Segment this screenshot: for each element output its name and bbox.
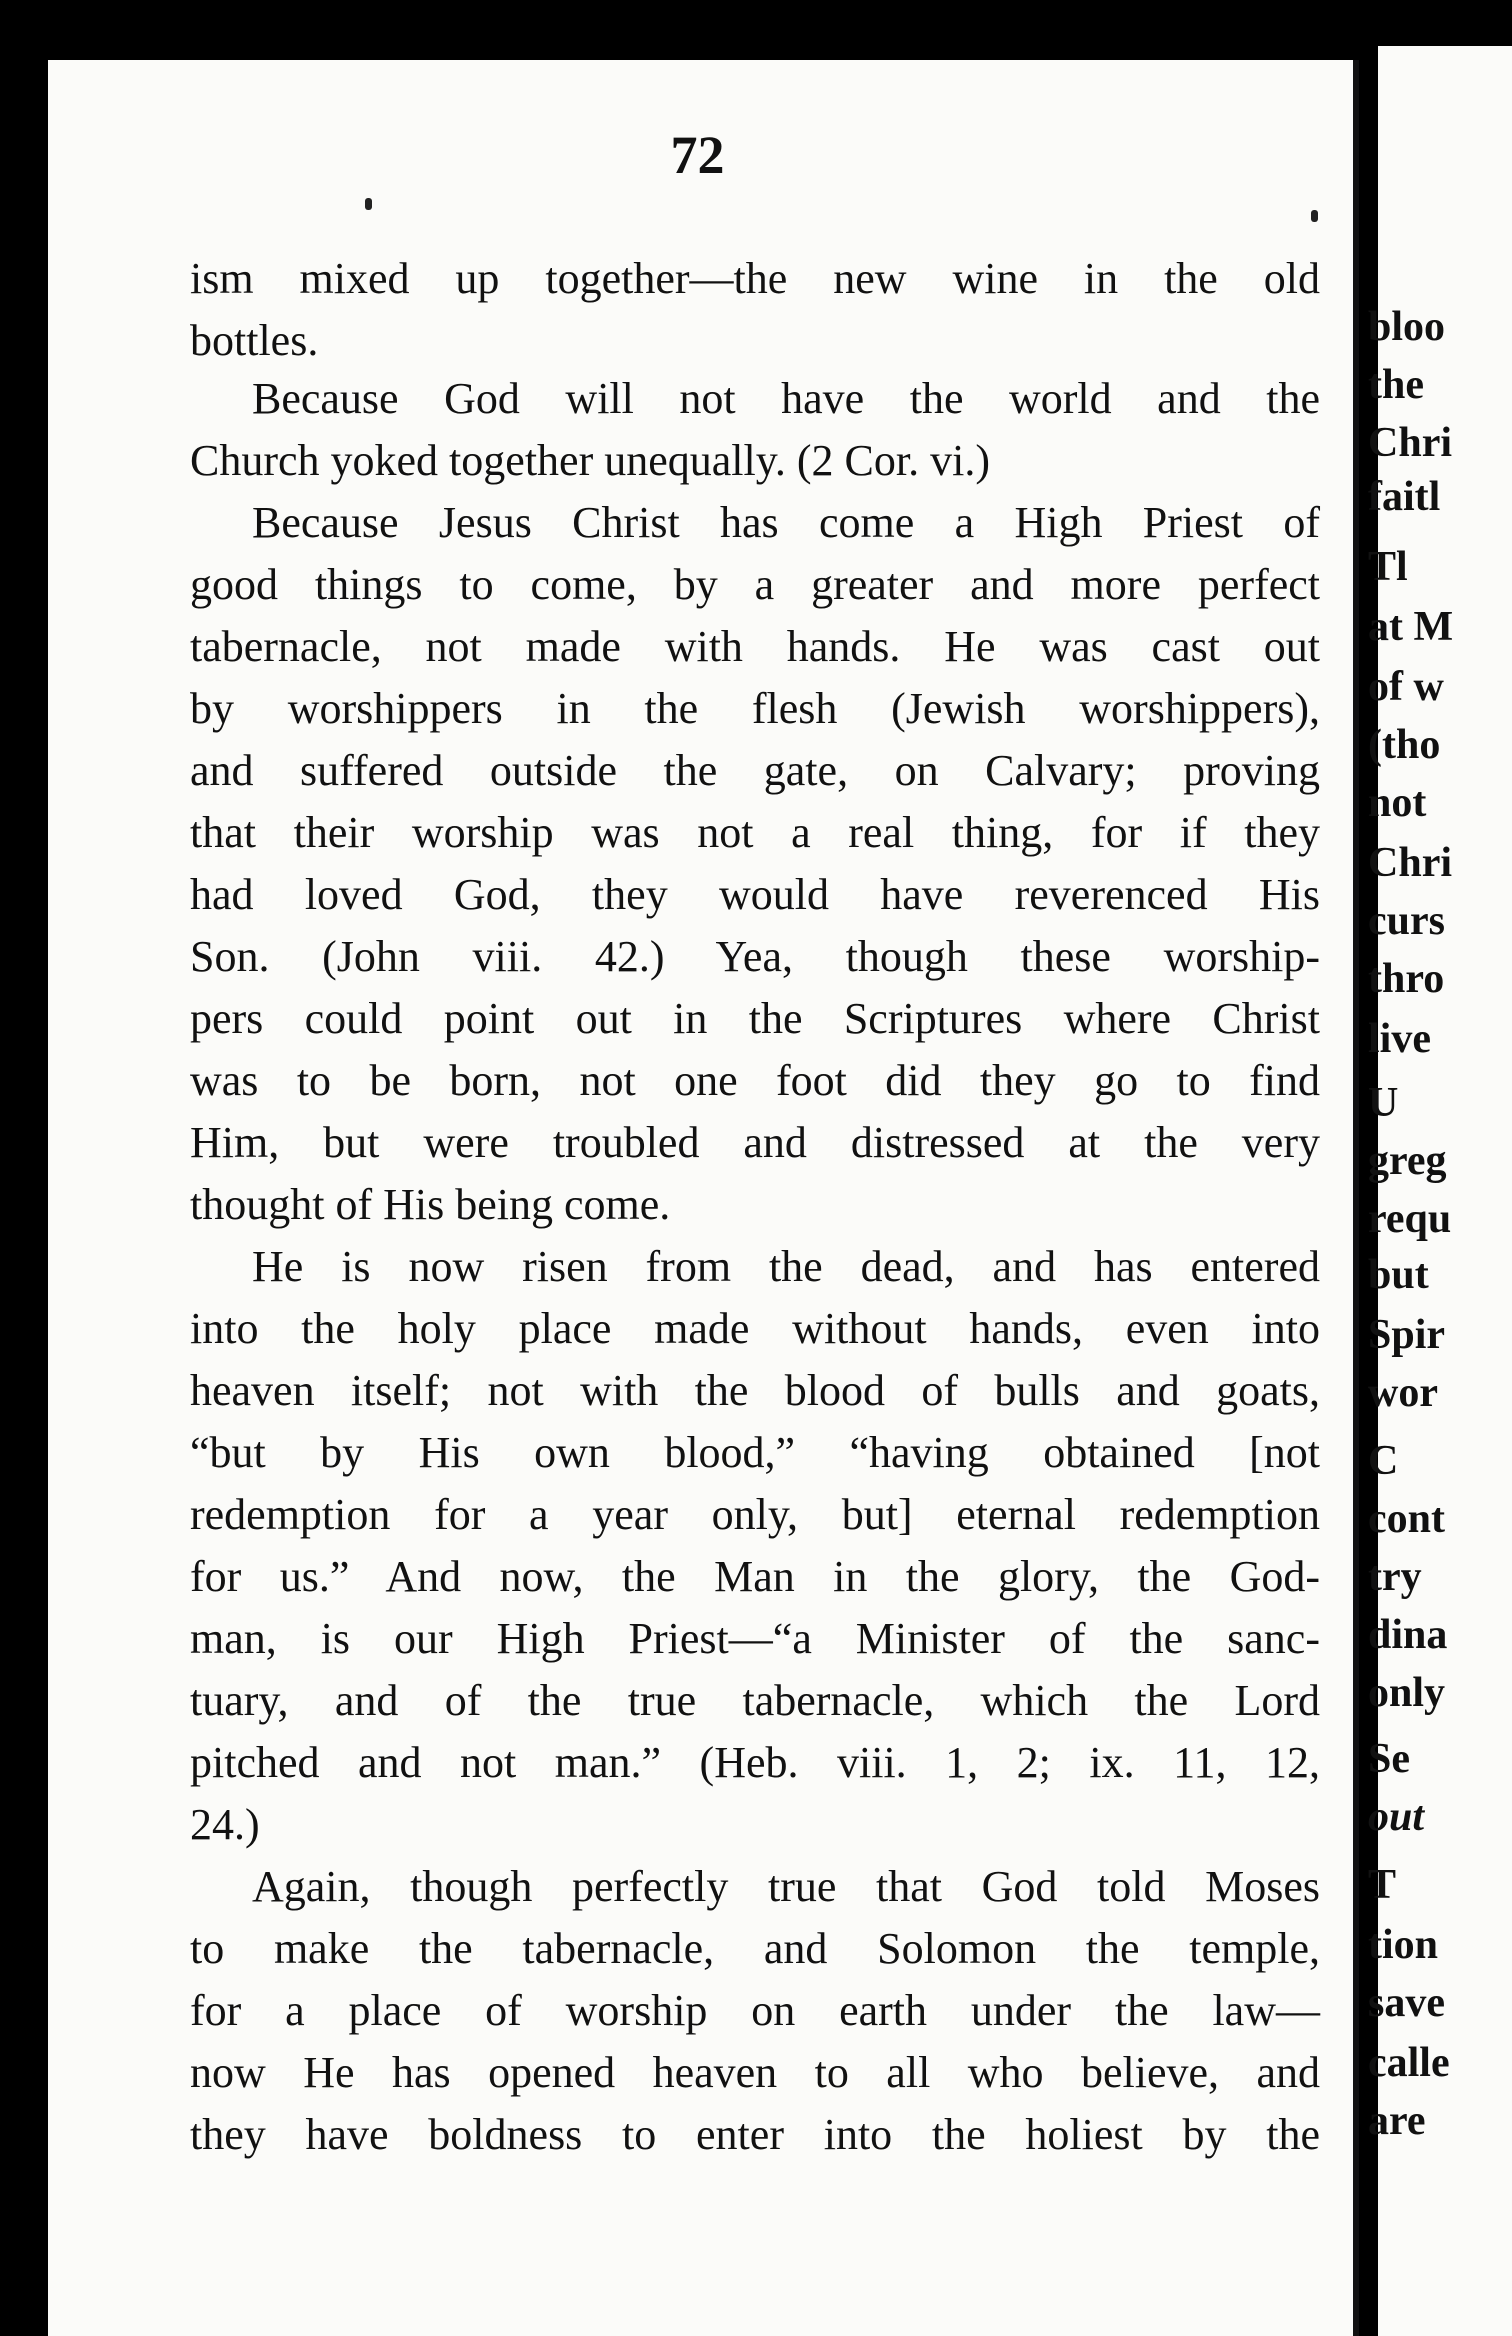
text-line: Him, but were troubled and distressed at the very <box>190 1118 1320 1167</box>
text-line: had loved God, they would have reverenced His <box>190 870 1320 919</box>
page-speck <box>365 198 372 210</box>
text-line: pers could point out in the Scriptures where Christ <box>190 994 1320 1043</box>
text-line: Again, though perfectly true that God told Moses <box>252 1862 1320 1911</box>
facing-page-fragment: cont <box>1368 1496 1445 1542</box>
facing-page-fragment: Tl <box>1368 544 1408 590</box>
facing-page-fragment: Spir <box>1368 1312 1446 1358</box>
facing-page-fragment: bloo <box>1368 304 1446 350</box>
facing-page-fragment: T <box>1368 1862 1397 1908</box>
facing-page-fragment: only <box>1368 1670 1446 1716</box>
text-line: heaven itself; not with the blood of bulls and goats, <box>190 1366 1320 1415</box>
facing-page-fragment: Se <box>1368 1736 1410 1782</box>
text-line: into the holy place made without hands, even into <box>190 1304 1320 1353</box>
facing-page-fragment: greg <box>1368 1138 1447 1184</box>
text-line: good things to come, by a greater and more perfect <box>190 560 1320 609</box>
facing-page-fragment: tion <box>1368 1922 1439 1968</box>
text-line: tuary, and of the true tabernacle, which the Lord <box>190 1676 1320 1725</box>
text-line: Son. (John viii. 42.) Yea, though these worship- <box>190 932 1320 981</box>
text-line: Because Jesus Christ has come a High Priest of <box>252 498 1320 547</box>
text-line: that their worship was not a real thing, for if they <box>190 808 1320 857</box>
facing-page-fragment: C <box>1368 1438 1399 1484</box>
facing-page-fragment: requ <box>1368 1196 1452 1242</box>
facing-page-fragment: the <box>1368 362 1424 408</box>
text-line: tabernacle, not made with hands. He was cast out <box>190 622 1320 671</box>
facing-page-fragment: curs <box>1368 898 1445 944</box>
facing-page-fragment: are <box>1368 2098 1426 2144</box>
text-line: redemption for a year only, but] eternal redemption <box>190 1490 1320 1539</box>
text-line: ism mixed up together—the new wine in the old <box>190 254 1320 303</box>
facing-page-fragment: save <box>1368 1980 1445 2026</box>
text-line: they have boldness to enter into the holiest by the <box>190 2110 1320 2159</box>
facing-page-fragment: faitl <box>1368 474 1441 520</box>
facing-page-fragment: calle <box>1368 2040 1450 2086</box>
text-line: and suffered outside the gate, on Calvary; proving <box>190 746 1320 795</box>
text-line: pitched and not man.” (Heb. viii. 1, 2; ix. 11, 12, <box>190 1738 1320 1787</box>
text-line: thought of His being come. <box>190 1180 671 1229</box>
facing-page-fragment: out <box>1368 1794 1425 1840</box>
facing-page-fragment: wor <box>1368 1370 1438 1416</box>
facing-page-fragment: thro <box>1368 956 1445 1002</box>
facing-page-fragment: dina <box>1368 1612 1448 1658</box>
text-line: now He has opened heaven to all who believe, and <box>190 2048 1320 2097</box>
text-line: for us.” And now, the Man in the glory, the God- <box>190 1552 1320 1601</box>
text-line: for a place of worship on earth under the law— <box>190 1986 1320 2035</box>
text-line: Church yoked together unequally. (2 Cor. vi.) <box>190 436 990 485</box>
facing-page-fragment: Chri <box>1368 840 1452 886</box>
facing-page-fragment: try <box>1368 1554 1422 1600</box>
text-line: by worshippers in the flesh (Jewish worshippers), <box>190 684 1320 733</box>
page-number: 72 <box>670 125 725 185</box>
facing-page-fragment: live <box>1368 1016 1431 1062</box>
facing-page-fragment: but <box>1368 1252 1429 1298</box>
text-line: 24.) <box>190 1800 260 1849</box>
text-line: “but by His own blood,” “having obtained [not <box>190 1428 1320 1477</box>
facing-page-fragment: Chri <box>1368 420 1452 466</box>
facing-page-fragment: U <box>1368 1080 1399 1126</box>
facing-page-edge <box>1368 46 1512 2336</box>
text-line: was to be born, not one foot did they go to find <box>190 1056 1320 1105</box>
text-line: man, is our High Priest—“a Minister of the sanc- <box>190 1614 1320 1663</box>
text-line: bottles. <box>190 316 319 365</box>
text-line: Because God will not have the world and the <box>252 374 1320 423</box>
facing-page-fragment: of w <box>1368 664 1444 710</box>
facing-page-fragment: (tho <box>1368 722 1441 768</box>
page-speck <box>1311 210 1318 222</box>
facing-page-fragment: at M <box>1368 604 1454 650</box>
text-line: He is now risen from the dead, and has entered <box>252 1242 1320 1291</box>
facing-page-fragment: not <box>1368 780 1427 826</box>
text-line: to make the tabernacle, and Solomon the temple, <box>190 1924 1320 1973</box>
